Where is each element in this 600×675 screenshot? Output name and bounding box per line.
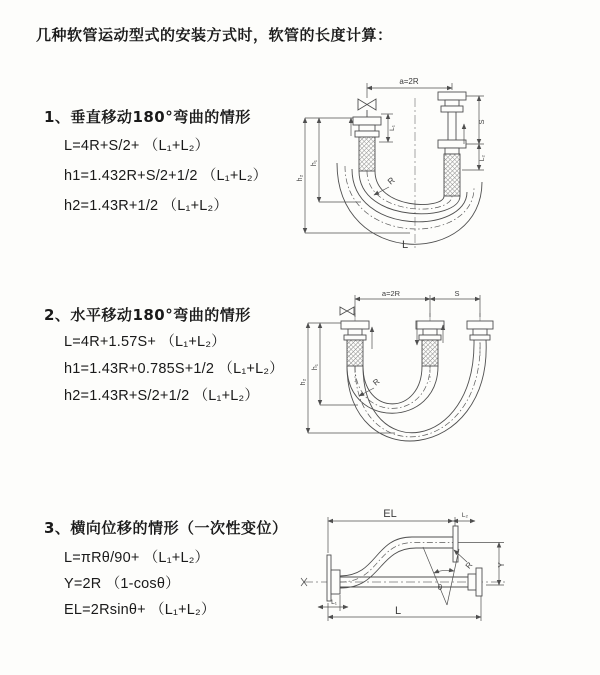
dimension-el [328,508,455,553]
dimension-s [430,289,480,299]
middle-fitting [416,321,444,366]
page-title: 几种软管运动型式的安装方式时，软管的长度计算： [36,26,393,44]
dim-label-l1: L₁ [389,125,396,131]
dim-label-l2: L₂ [461,512,469,519]
dim-label-r: R [463,560,475,571]
dimension-a2r [355,289,480,317]
section-1-heading: 1、垂直移动180°弯曲的情形 [44,108,251,126]
section-3-formula-el: EL=2Rsinθ+ （L₁+L₂） [64,602,216,618]
dim-label-h2: h₂ [297,174,304,182]
dim-label-a2r: a=2R [399,77,419,86]
radius-leader [374,175,397,195]
section-2-formula-l: L=4R+1.57S+ （L₁+L₂） [64,334,226,350]
dim-label-s: S [454,289,460,298]
dimension-s [466,96,486,144]
right-fitting-displaced [467,321,493,340]
left-flange [327,555,340,601]
hose-displaced-s-curve [340,537,453,588]
diagram-vertical-180-bend [295,70,595,260]
dim-label-y: Y [497,562,506,568]
braided-hose-section [444,154,460,196]
dim-label-l1: L₁ [331,599,337,606]
diagram-lateral-displacement [290,495,600,645]
valve-icon [340,307,354,315]
dim-label-l-total: L [401,239,409,251]
hose-position-1 [347,366,438,413]
dimension-l [328,596,481,621]
section-3-formula-l: L=πRθ/90+ （L₁+L₂） [64,550,210,566]
valve-icon [358,99,376,117]
section-1-formula-h1: h1=1.432R+S/2+1/2 （L₁+L₂） [64,168,268,184]
dim-label-l: L [394,605,402,617]
section-3-formula-y: Y=2R （1-cosθ） [64,576,180,592]
braided-hose-section [359,137,375,171]
dim-label-r: R [371,376,382,388]
dim-label-r: R [385,174,397,187]
braided-hose-section [422,340,438,366]
dimension-l2 [453,512,475,521]
right-flange-original [468,568,482,596]
section-2-formula-h2: h2=1.43R+S/2+1/2 （L₁+L₂） [64,388,260,404]
dim-label-h1: h₁ [311,159,318,167]
dim-label-a2r: a=2R [381,289,401,298]
section-2-heading: 2、水平移动180°弯曲的情形 [44,306,251,324]
dim-label-s: S [477,119,486,125]
section-2-formula-h1: h1=1.43R+0.785S+1/2 （L₁+L₂） [64,361,284,377]
section-1-formula-l: L=4R+S/2+ （L₁+L₂） [64,138,210,154]
dimension-l1 [379,114,396,142]
dimension-h1 [305,118,361,202]
right-fitting [438,92,466,196]
left-fitting [353,117,381,171]
diagram-horizontal-180-bend [300,287,600,457]
section-3-heading: 3、横向位移的情形（一次性变位） [44,519,288,537]
left-fitting [341,321,369,366]
dim-label-l2: L₂ [479,154,486,162]
dim-label-h1: h₁ [312,363,319,371]
dim-label-el: EL [383,508,397,520]
braided-hose-section [347,340,363,366]
hose-position-2 [347,340,486,441]
dim-label-theta: θ [437,583,443,592]
dimension-l1 [318,595,348,611]
section-1-formula-h2: h2=1.43R+1/2 （L₁+L₂） [64,198,229,214]
dim-label-h2: h₂ [300,378,307,386]
